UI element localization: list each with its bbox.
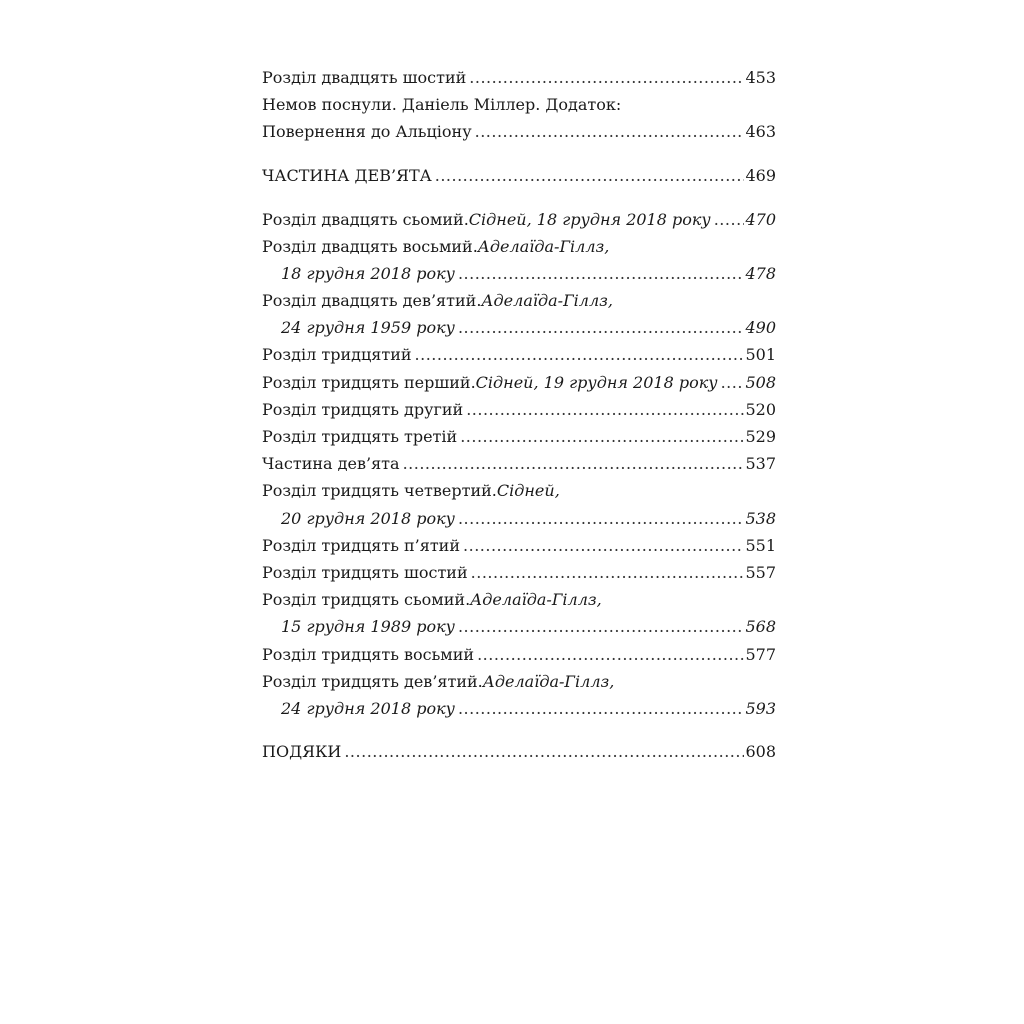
toc-page-number: 608	[745, 742, 776, 762]
dot-leader	[415, 341, 745, 368]
toc-entry-subtitle: 20 грудня 2018 року	[281, 508, 455, 528]
toc-entry-chapter-26	[262, 64, 776, 91]
toc-entry-subtitle: Сідней,	[496, 481, 560, 501]
toc-entry-chapter-37-line1	[262, 586, 776, 613]
toc-entry-title: Розділ тридцять п’ятий	[262, 535, 461, 555]
dot-leader	[471, 559, 745, 586]
toc-entry-chapter-30	[262, 341, 776, 368]
toc-entry-subtitle: Сідней, 18 грудня 2018 року	[468, 209, 711, 229]
toc-page-number: 453	[745, 68, 776, 87]
dot-leader	[458, 613, 745, 640]
toc-entry-title: Розділ тридцять перший.	[262, 372, 476, 392]
dot-leader	[458, 314, 745, 341]
toc-entry-subtitle: Сідней, 19 грудня 2018 року	[475, 372, 718, 392]
dot-leader	[460, 423, 744, 450]
toc-entry-appendix-line2	[262, 118, 776, 145]
toc-entry-chapter-39-line2	[262, 695, 776, 722]
toc-entry-part-nine-sub	[262, 450, 776, 477]
toc-entry-subtitle: Аделаїда-Гіллз,	[482, 671, 615, 691]
toc-entry-subtitle: 18 грудня 2018 року	[281, 263, 455, 283]
toc-entry-chapter-36	[262, 559, 776, 586]
toc-page-number: 537	[745, 454, 776, 474]
toc-page-number: 469	[745, 165, 776, 185]
dot-leader	[714, 206, 745, 233]
table-of-contents	[262, 64, 776, 766]
dot-leader	[403, 450, 745, 477]
toc-entry-title: Розділ тридцятий	[262, 345, 412, 365]
toc-entry-title: Розділ двадцять шостий	[262, 68, 467, 87]
toc-entry-chapter-28-line2	[262, 260, 776, 287]
toc-page-number: 463	[745, 122, 776, 142]
toc-entry-appendix-line1	[262, 91, 776, 118]
toc-page-number: 557	[745, 562, 776, 582]
toc-entry-chapter-29-line1	[262, 287, 776, 314]
toc-page-number: 551	[745, 535, 776, 555]
toc-entry-subtitle: 24 грудня 2018 року	[281, 698, 455, 718]
toc-entry-title: Розділ двадцять восьмий.	[262, 236, 478, 256]
dot-leader	[721, 369, 745, 396]
toc-page-number: 568	[745, 617, 776, 637]
toc-entry-title: Немов поснули. Даніель Міллер. Додаток:	[262, 95, 622, 115]
dot-leader	[477, 641, 744, 668]
toc-entry-chapter-34-line2	[262, 505, 776, 532]
toc-entry-title: Розділ тридцять другий	[262, 399, 464, 419]
toc-entry-subtitle: Аделаїда-Гіллз,	[477, 236, 610, 256]
toc-entry-title: Розділ тридцять третій	[262, 427, 458, 447]
toc-entry-chapter-31	[262, 369, 776, 396]
toc-entry-chapter-28-line1	[262, 233, 776, 260]
toc-entry-title: Розділ тридцять шостий	[262, 562, 468, 582]
toc-entry-title: Розділ двадцять дев’ятий.	[262, 291, 482, 311]
dot-leader	[469, 64, 744, 91]
dot-leader	[458, 505, 745, 532]
toc-page-number: 490	[745, 318, 776, 338]
toc-page-number: 470	[745, 209, 776, 229]
toc-page-number: 529	[745, 427, 776, 447]
toc-entry-chapter-29-line2	[262, 314, 776, 341]
dot-leader	[466, 396, 744, 423]
toc-part-title: ЧАСТИНА ДЕВ’ЯТА	[262, 165, 432, 185]
dot-leader	[463, 532, 744, 559]
dot-leader	[458, 260, 745, 287]
toc-page-number: 508	[745, 372, 776, 392]
toc-entry-subtitle: Аделаїда-Гіллз,	[470, 590, 602, 610]
toc-entry-title: Розділ тридцять дев’ятий.	[262, 671, 483, 691]
dot-leader	[458, 695, 745, 722]
toc-entry-part-nine	[262, 162, 776, 189]
toc-entry-subtitle: 24 грудня 1959 року	[281, 318, 455, 338]
dot-leader	[435, 162, 745, 189]
toc-entry-title: Повернення до Альціону	[262, 122, 472, 142]
toc-page-number: 478	[745, 263, 776, 283]
dot-leader	[344, 738, 744, 765]
toc-page-number: 538	[745, 508, 776, 528]
toc-entry-chapter-38	[262, 641, 776, 668]
toc-entry-title: Частина дев’ята	[262, 454, 400, 474]
toc-entry-chapter-35	[262, 532, 776, 559]
toc-entry-title: Розділ тридцять восьмий	[262, 644, 475, 664]
toc-entry-title: Розділ тридцять четвертий.	[262, 481, 497, 501]
toc-entry-chapter-37-line2	[262, 613, 776, 640]
toc-page-number: 577	[745, 644, 776, 664]
dot-leader	[475, 118, 745, 145]
toc-entry-chapter-32	[262, 396, 776, 423]
toc-entry-chapter-33	[262, 423, 776, 450]
toc-entry-chapter-27	[262, 206, 776, 233]
toc-entry-title: Розділ двадцять сьомий.	[262, 209, 469, 229]
toc-entry-acknowledgements	[262, 738, 776, 765]
toc-entry-title: Розділ тридцять сьомий.	[262, 590, 471, 610]
toc-entry-subtitle: Аделаїда-Гіллз,	[481, 291, 613, 311]
toc-entry-chapter-34-line1	[262, 477, 776, 504]
toc-page-number: 593	[745, 698, 776, 718]
toc-entry-subtitle: 15 грудня 1989 року	[281, 617, 455, 637]
toc-page-number: 520	[745, 399, 776, 419]
toc-page-number: 501	[745, 345, 776, 365]
toc-part-title: ПОДЯКИ	[262, 742, 342, 762]
toc-entry-chapter-39-line1	[262, 668, 776, 695]
